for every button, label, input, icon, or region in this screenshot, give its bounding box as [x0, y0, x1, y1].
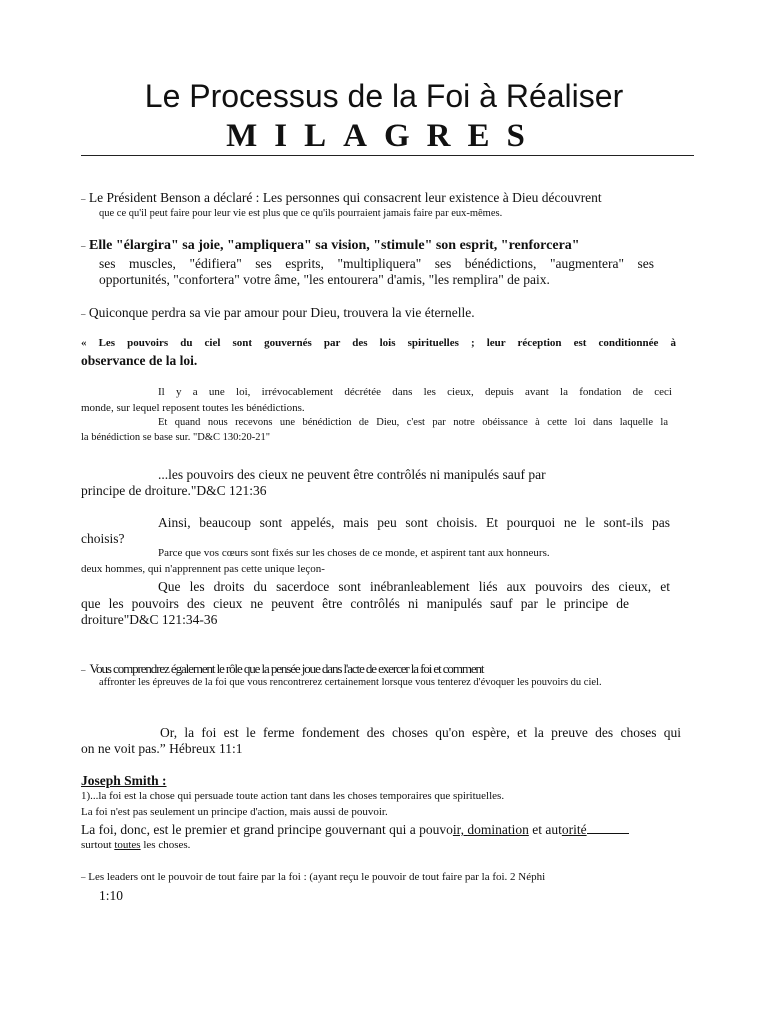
paragraph-faith-principle — [81, 822, 629, 838]
paragraph-line: Quiconque perdra sa vie par amour pour Dieu, trouvera la vie éternelle. — [88, 305, 475, 320]
paragraph-role-of-thought — [81, 660, 483, 678]
paragraph-line: 1:10 — [99, 888, 124, 903]
paragraph-line: que les pouvoirs des cieux ne peuvent être contrôlés ni manipulés sauf par le principe de — [81, 596, 629, 611]
paragraph-eternal-life — [81, 305, 475, 321]
underlined-text: orité — [561, 822, 587, 837]
paragraph-hebrews: Or, la foi est le ferme fondement des choses qu'on espère, et la preuve des choses qui — [160, 725, 681, 740]
paragraph-line: on ne voit pas.” Hébreux 11:1 — [81, 741, 243, 756]
underlined-text: domination — [467, 822, 529, 837]
paragraph-heaven-laws: « Les pouvoirs du ciel sont gouvernés par des lois spirituelles ; leur réception est conditionnée à — [81, 337, 676, 349]
paragraph-many-called: Ainsi, beaucoup sont appelés, mais peu sont choisis. Et pourquoi ne le sont-ils pas — [158, 515, 670, 530]
paragraph-benson — [81, 190, 658, 206]
paragraph-line: Vous comprendrez également le rôle que la pensée joue dans l'acte de exercer la foi et comment — [89, 661, 484, 676]
paragraph-line: la bénédiction se base sur. "D&C 130:20-21" — [81, 432, 271, 443]
paragraph-line: Les leaders ont le pouvoir de tout faire par la foi : (ayant reçu le pouvoir de tout faire par la foi. 2 Néphi — [88, 871, 546, 883]
paragraph-line: 1)...la foi est la chose qui persuade toute action tant dans les choses temporaires que spirituelles. — [81, 790, 505, 802]
bullet-dash: – — [81, 241, 86, 251]
bullet-dash: – — [81, 309, 86, 319]
paragraph-line: droiture"D&C 121:34-36 — [81, 612, 218, 627]
paragraph-line: opportunités, "confortera" votre âme, "les entourera" d'amis, "les remplira" de paix. — [99, 272, 550, 287]
underlined-text: ir, — [452, 822, 468, 837]
paragraph-line: deux hommes, qui n'apprennent pas cette unique leçon- — [81, 563, 325, 575]
text-segment: aut — [545, 822, 562, 837]
document-title: Le Processus de la Foi à Réaliser — [144, 78, 624, 114]
text-segment: les choses. — [140, 839, 191, 851]
underline-blank — [587, 822, 629, 834]
paragraph-line: Elle "élargira" sa joie, "ampliquera" sa vision, "stimule" son esprit, "renforcera" — [89, 238, 580, 253]
paragraph-line: monde, sur lequel reposent toutes les bénédictions. — [81, 402, 305, 414]
document-subtitle: MILAGRES — [226, 118, 542, 154]
paragraph-line: principe de droiture."D&C 121:36 — [81, 483, 267, 498]
section-heading-joseph-smith: Joseph Smith : — [81, 773, 167, 788]
text-segment: et — [528, 822, 546, 837]
paragraph-line: Que les droits du sacerdoce sont inébranleablement liés aux pouvoirs des cieux, et — [158, 579, 670, 594]
paragraph-law-decreed: Il y a une loi, irrévocablement décrétée dans les cieux, depuis avant la fondation de ceci — [158, 386, 672, 398]
paragraph-line: que ce qu'il peut faire pour leur vie est plus que ce qu'ils pourraient jamais faire par eux-mêmes. — [99, 208, 503, 219]
bullet-dash: – — [81, 665, 86, 675]
paragraph-blessings — [81, 238, 580, 254]
paragraph-line: Le Président Benson a déclaré : Les personnes qui consacrent leur existence à Dieu découvrent — [88, 190, 602, 205]
text-segment: surtout — [81, 839, 115, 851]
paragraph-line: choisis? — [81, 531, 125, 546]
paragraph-line: Et quand nous recevons une bénédiction de Dieu, c'est par notre obéissance à cette loi dans laquelle la — [158, 417, 668, 428]
text-segment: La foi, donc, est le premier et grand principe gouvernant qui a pouvo — [81, 822, 453, 837]
bullet-dash: – — [81, 872, 86, 882]
paragraph-line: affronter les épreuves de la foi que vous rencontrerez certainement lorsque vous tenterez d'évoquer les pouvoirs du ciel. — [99, 677, 602, 688]
title-divider — [81, 155, 694, 156]
paragraph-line: ses muscles, "édifiera" ses esprits, "multipliquera" ses bénédictions, "augmentera" ses — [99, 256, 654, 271]
bullet-dash: – — [81, 194, 86, 204]
paragraph-leaders — [81, 871, 545, 883]
paragraph-line: La foi n'est pas seulement un principe d'action, mais aussi de pouvoir. — [81, 806, 388, 818]
paragraph-line — [81, 839, 190, 851]
underlined-text: toutes — [114, 839, 141, 851]
paragraph-line: Parce que vos cœurs sont fixés sur les choses de ce monde, et aspirent tant aux honneurs. — [158, 547, 550, 559]
paragraph-powers-heaven: ...les pouvoirs des cieux ne peuvent être contrôlés ni manipulés sauf par — [158, 467, 546, 482]
paragraph-line: observance de la loi. — [81, 353, 198, 368]
